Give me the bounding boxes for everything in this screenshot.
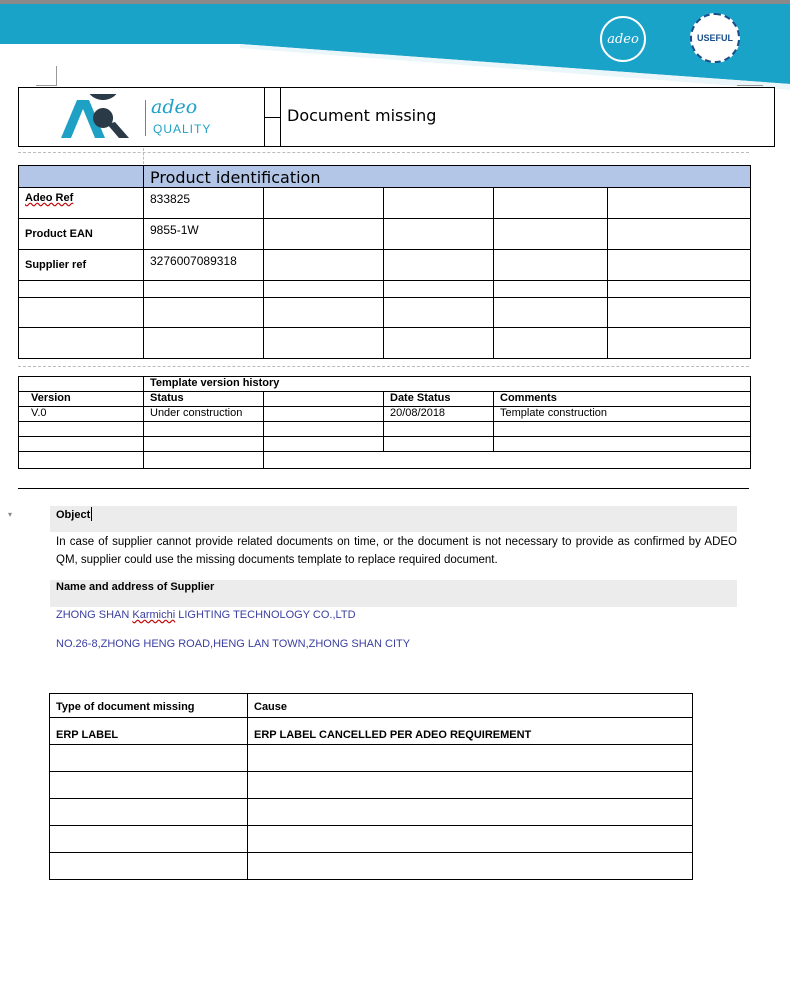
product-identification-heading: Product identification (144, 166, 751, 188)
object-text: In case of supplier cannot provide related documents on time, or the document is not necessary to provide as confirmed by ADEO QM, supplier could use the missing documents template to replace required document. (56, 536, 737, 566)
separator (18, 366, 749, 367)
object-bar (50, 506, 737, 532)
crop-mark-right-h (737, 85, 763, 86)
col-type-of-document: Type of document missing (50, 694, 248, 718)
table-row: V.0 Under construction 20/08/2018 Template construction (19, 407, 751, 422)
version-history-heading: Template version history (144, 377, 751, 392)
adeo-ref-value: 833825 (144, 188, 264, 219)
top-banner (0, 0, 790, 90)
col-comments: Comments (494, 392, 751, 407)
separator (18, 488, 749, 489)
col-status: Status (144, 392, 264, 407)
col-cause: Cause (248, 694, 693, 718)
adeo-ref-label: Adeo Ref (19, 188, 144, 219)
product-ean-label: Product EAN (19, 219, 144, 250)
adeo-circle-logo: adeo (600, 16, 646, 62)
supplier-ref-label: Supplier ref (19, 250, 144, 281)
crop-mark-left (56, 66, 57, 86)
adeo-quality-logo: adeo QUALITY (59, 94, 239, 142)
page-title: Document missing (287, 106, 437, 125)
product-ean-value: 9855-1W (144, 219, 264, 250)
separator (143, 148, 144, 164)
missing-documents-table (49, 693, 693, 880)
margin-arrow-icon: ▾ (8, 510, 13, 519)
object-label: Object (56, 509, 91, 521)
supplier-label: Name and address of Supplier (56, 581, 215, 593)
supplier-ref-value: 3276007089318 (144, 250, 264, 281)
table-row: ERP LABEL ERP LABEL CANCELLED PER ADEO REQUIREMENT (50, 718, 693, 745)
col-version: Version (19, 392, 144, 407)
header-box (18, 87, 775, 147)
col-date-status: Date Status (384, 392, 494, 407)
version-history-table (18, 376, 751, 469)
separator (18, 152, 749, 153)
supplier-address: NO.26-8,ZHONG HENG ROAD,HENG LAN TOWN,ZHONG SHAN CITY (56, 638, 411, 650)
useful-stamp-logo: USEFUL (690, 13, 740, 63)
supplier-name: ZHONG SHAN Karmichi LIGHTING TECHNOLOGY CO.,LTD (56, 609, 356, 621)
product-identification-table (18, 165, 751, 359)
crop-mark-left-h (36, 85, 56, 86)
